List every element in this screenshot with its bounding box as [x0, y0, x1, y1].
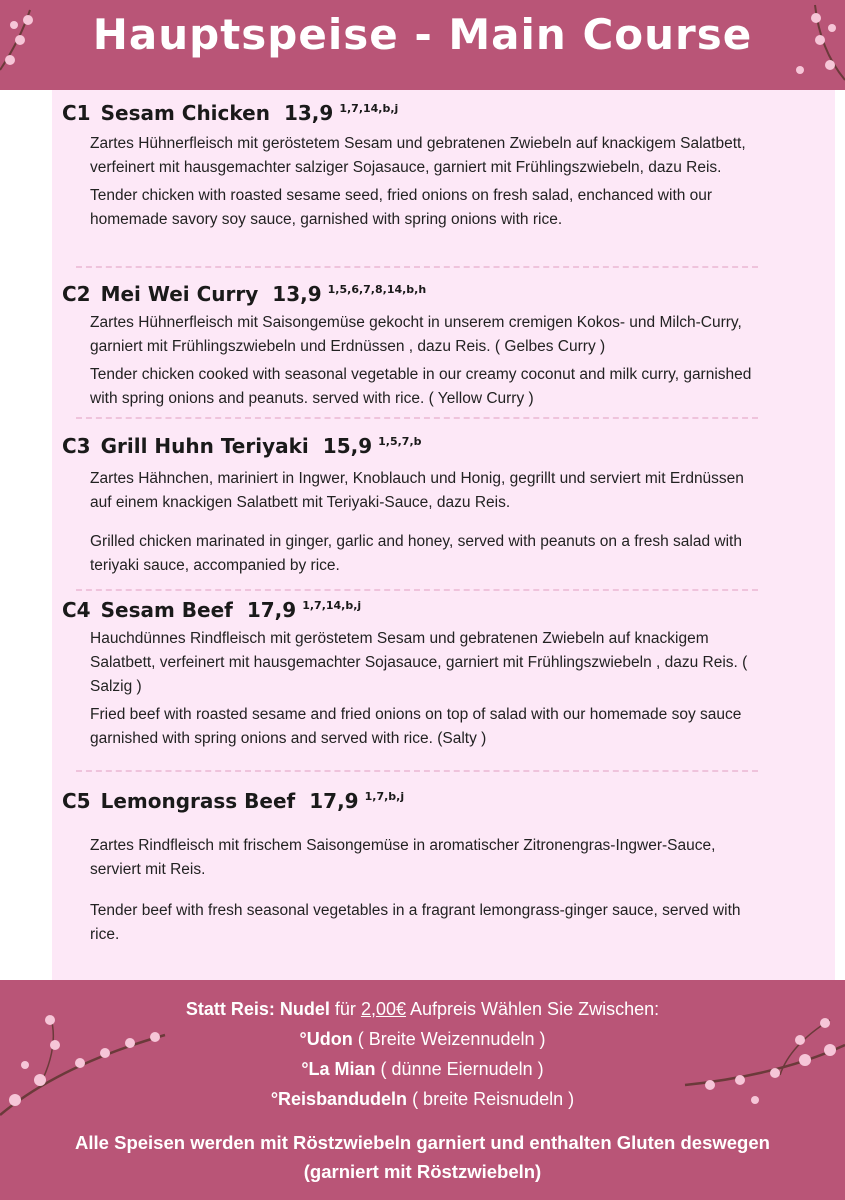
menu-item-c4	[62, 595, 762, 751]
dish-code: C1	[62, 101, 91, 125]
dish-title	[62, 279, 762, 309]
dish-title	[62, 786, 762, 816]
menu-item-c1	[62, 98, 762, 232]
cherry-blossom-icon	[780, 0, 845, 85]
noodle-option-name: °Udon	[299, 1029, 353, 1049]
dish-title	[62, 98, 762, 128]
cherry-blossom-icon	[0, 1005, 170, 1125]
description-german: Hauchdünnes Rindfleisch mit geröstetem Sesam und gebratenen Zwiebeln auf knackigem Salatbett, verfeinert mit hausgemachter Sojasauce, garniert mit Frühlingszwiebeln , dazu Reis. ( Salzig )	[90, 630, 748, 695]
description-german: Zartes Hühnerfleisch mit Saisongemüse gekocht in unserem cremigen Kokos- und Milch-Curry, garniert mit Frühlingszwiebeln und Erdnüssen , dazu Reis. ( Gelbes Curry )	[90, 314, 742, 355]
allergen-codes: 1,7,14,b,j	[339, 102, 399, 115]
allergen-codes: 1,7,14,b,j	[302, 599, 362, 612]
description-english: Tender beef with fresh seasonal vegetables in a fragrant lemongrass-ginger sauce, served with rice.	[90, 902, 741, 943]
right-margin	[835, 90, 845, 980]
gluten-note-line: (garniert mit Röstzwiebeln)	[303, 1161, 542, 1182]
description-german: Zartes Hühnerfleisch mit geröstetem Sesam und gebratenen Zwiebeln auf knackigem Salatbett, verfeinert mit hausgemachter salziger Sojasauce, garniert mit Frühlingszwiebeln, dazu Reis.	[90, 135, 746, 176]
dish-price: 17,9	[246, 598, 297, 622]
noodle-surcharge: 2,00€	[360, 999, 406, 1019]
divider	[76, 589, 758, 591]
dish-price: 13,9	[283, 101, 334, 125]
dish-price: 17,9	[309, 789, 359, 813]
dish-title	[62, 595, 762, 625]
divider	[76, 770, 758, 772]
noodle-option-name: °Reisbandudeln	[270, 1089, 408, 1109]
dish-name: Lemongrass Beef	[100, 789, 296, 813]
description-german: Zartes Hähnchen, mariniert in Ingwer, Knoblauch und Honig, gegrillt und serviert mit Erdnüssen auf einem knackigen Salatbett mit Teriyaki-Sauce, dazu Reis.	[90, 470, 744, 511]
dish-code: C2	[62, 282, 91, 306]
description-english: Fried beef with roasted sesame and fried onions on top of salad with our homemade soy sauce garnished with spring onions and served with rice. (Salty )	[90, 706, 742, 747]
dish-code: C5	[62, 789, 91, 813]
noodle-option-desc: ( breite Reisnudeln )	[407, 1089, 575, 1109]
dish-code: C4	[62, 598, 91, 622]
page-title: Hauptspeise - Main Course	[92, 10, 753, 59]
dish-code: C3	[62, 434, 91, 458]
gluten-note	[0, 1128, 845, 1186]
cherry-blossom-icon	[680, 1005, 845, 1125]
noodle-intro-bold: Statt Reis: Nudel	[185, 999, 330, 1019]
allergen-codes: 1,7,b,j	[364, 790, 405, 803]
dish-title	[62, 431, 762, 461]
dish-name: Sesam Beef	[100, 598, 233, 622]
description-german: Zartes Rindfleisch mit frischem Saisongemüse in aromatischer Zitronengras-Ingwer-Sauce, serviert mit Reis.	[90, 837, 716, 878]
dish-price: 13,9	[272, 282, 322, 306]
description-english: Tender chicken cooked with seasonal vegetable in our creamy coconut and milk curry, garnished with spring onions and peanuts. served with rice. ( Yellow Curry )	[90, 366, 752, 407]
allergen-codes: 1,5,6,7,8,14,b,h	[327, 283, 427, 296]
allergen-codes: 1,5,7,b	[378, 435, 422, 448]
dish-name: Mei Wei Curry	[100, 282, 259, 306]
divider	[76, 266, 758, 268]
dish-name: Grill Huhn Teriyaki	[100, 434, 309, 458]
cherry-blossom-icon	[0, 0, 60, 80]
description-english: Tender chicken with roasted sesame seed, fried onions on fresh salad, enchanced with our homemade savory soy sauce, garnished with spring onions with rice.	[90, 187, 713, 228]
page-header	[0, 0, 845, 90]
dish-price: 15,9	[322, 434, 373, 458]
noodle-intro-text: für	[329, 999, 361, 1019]
noodle-option-desc: ( dünne Eiernudeln )	[375, 1059, 544, 1079]
noodle-option-desc: ( Breite Weizennudeln )	[352, 1029, 546, 1049]
noodle-intro-rest: Aufpreis Wählen Sie Zwischen:	[405, 999, 660, 1019]
description-english: Grilled chicken marinated in ginger, garlic and honey, served with peanuts on a fresh salad with teriyaki sauce, accompanied by rice.	[90, 533, 742, 574]
menu-item-c5	[62, 786, 762, 947]
noodle-option-name: °La Mian	[301, 1059, 376, 1079]
dish-name: Sesam Chicken	[100, 101, 270, 125]
left-margin	[0, 90, 52, 980]
menu-item-c2	[62, 279, 762, 411]
menu-item-c3	[62, 431, 762, 578]
gluten-note-line: Alle Speisen werden mit Röstzwiebeln garniert und enthalten Gluten deswegen	[75, 1132, 770, 1153]
divider	[76, 417, 758, 419]
